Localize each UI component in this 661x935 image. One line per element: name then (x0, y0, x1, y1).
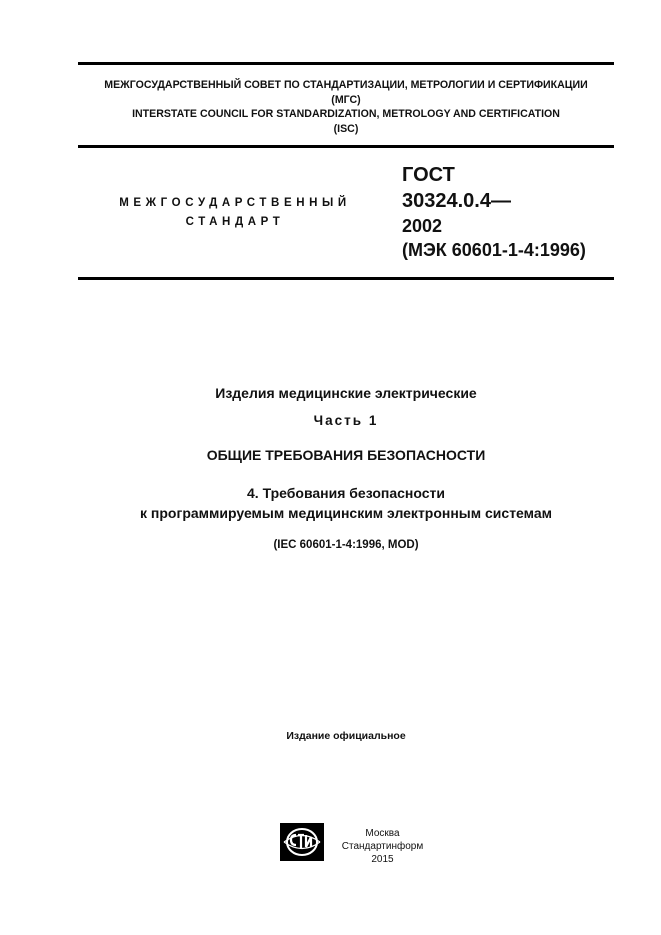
standartinform-logo-icon (280, 823, 324, 861)
gost-number: 30324.0.4— (402, 190, 511, 212)
council-ru-abbr: (МГС) (331, 93, 361, 106)
gost-label: ГОСТ (402, 164, 455, 186)
document-part: Часть 1 (313, 413, 379, 428)
top-rule (78, 62, 614, 65)
council-ru-name: МЕЖГОСУДАРСТВЕННЫЙ СОВЕТ ПО СТАНДАРТИЗАЦИИ, МЕТРОЛОГИИ И СЕРТИФИКАЦИИ (104, 79, 588, 91)
bottom-rule (78, 277, 614, 280)
middle-rule (78, 145, 614, 148)
publisher-info (330, 827, 435, 866)
official-edition: Издание официальное (286, 730, 406, 742)
subtitle-line1: 4. Требования безопасности (247, 485, 445, 501)
standard-kind-line1: МЕЖГОСУДАРСТВЕННЫЙ (119, 197, 351, 209)
publisher-year: 2015 (371, 854, 394, 865)
document-title: Изделия медицинские электрические (215, 385, 477, 401)
council-header (78, 78, 614, 136)
gost-designation (402, 162, 586, 262)
standard-kind-line2: СТАНДАРТ (185, 216, 285, 228)
general-requirements-heading: ОБЩИЕ ТРЕБОВАНИЯ БЕЗОПАСНОСТИ (206, 447, 486, 463)
publisher-name: Стандартинформ (341, 841, 424, 852)
subtitle (78, 483, 614, 523)
iec-equivalence: (IEC 60601-1-4:1996, MOD) (273, 539, 419, 551)
gost-year: 2002 (402, 216, 443, 236)
standard-kind (100, 194, 370, 232)
council-en-abbr: (ISC) (333, 122, 359, 135)
iec-reference: (МЭК 60601-1-4:1996) (402, 240, 586, 260)
council-en-name: INTERSTATE COUNCIL FOR STANDARDIZATION, METROLOGY AND CERTIFICATION (132, 108, 560, 120)
publisher-city: Москва (365, 828, 400, 839)
subtitle-line2: к программируемым медицинским электронным системам (140, 505, 552, 521)
